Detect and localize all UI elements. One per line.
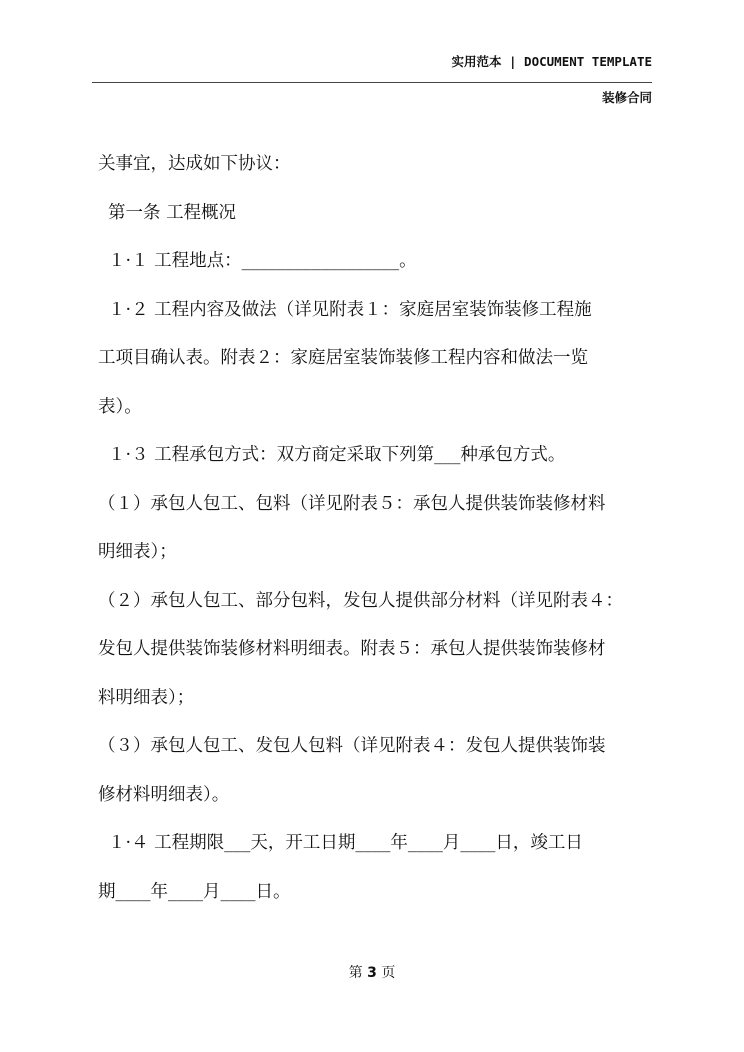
clause-1-4-line-1: １·４ 工程期限___天，开工日期____年____月____日，竣工日 bbox=[108, 833, 583, 853]
option-2-line-1: （２）承包人包工、部分包料，发包人提供部分材料（详见附表４： bbox=[98, 590, 623, 611]
clause-1-3: １·３ 工程承包方式：双方商定采取下列第___种承包方式。 bbox=[108, 445, 566, 465]
article-heading: 第一条 工程概况 bbox=[108, 202, 237, 223]
page-footer bbox=[0, 962, 744, 982]
page-number: 3 bbox=[367, 965, 377, 981]
option-3-line-1: （３）承包人包工、发包人包料（详见附表４：发包人提供装饰装 bbox=[98, 736, 606, 756]
paragraph-intro: 关事宜，达成如下协议： bbox=[98, 154, 291, 174]
clause-1-1: １·１ 工程地点：__________________。 bbox=[108, 251, 417, 271]
footer-prefix: 第 bbox=[348, 965, 363, 981]
header-rule bbox=[92, 82, 652, 83]
option-3-line-2: 修材料明细表）。 bbox=[98, 784, 230, 805]
header-title: 实用范本 | DOCUMENT TEMPLATE bbox=[451, 54, 652, 69]
header-subtitle: 装修合同 bbox=[601, 90, 652, 105]
footer-suffix: 页 bbox=[381, 965, 396, 981]
option-2-line-2: 发包人提供装饰装修材料明细表。附表５：承包人提供装饰装修材 bbox=[98, 639, 606, 659]
option-1-line-2: 明细表）； bbox=[98, 542, 177, 562]
document-body bbox=[98, 140, 658, 916]
option-1-line-1: （１）承包人包工、包料（详见附表５：承包人提供装饰装修材料 bbox=[98, 493, 606, 514]
clause-1-4-line-2: 期____年____月____日。 bbox=[98, 881, 291, 902]
clause-1-2-line-1: １·２ 工程内容及做法（详见附表１：家庭居室装饰装修工程施 bbox=[108, 299, 592, 320]
clause-1-2-line-2: 工项目确认表。附表２：家庭居室装饰装修工程内容和做法一览 bbox=[98, 348, 588, 368]
clause-1-2-line-3: 表）。 bbox=[98, 396, 142, 417]
option-2-line-3: 料明细表）； bbox=[98, 687, 195, 708]
